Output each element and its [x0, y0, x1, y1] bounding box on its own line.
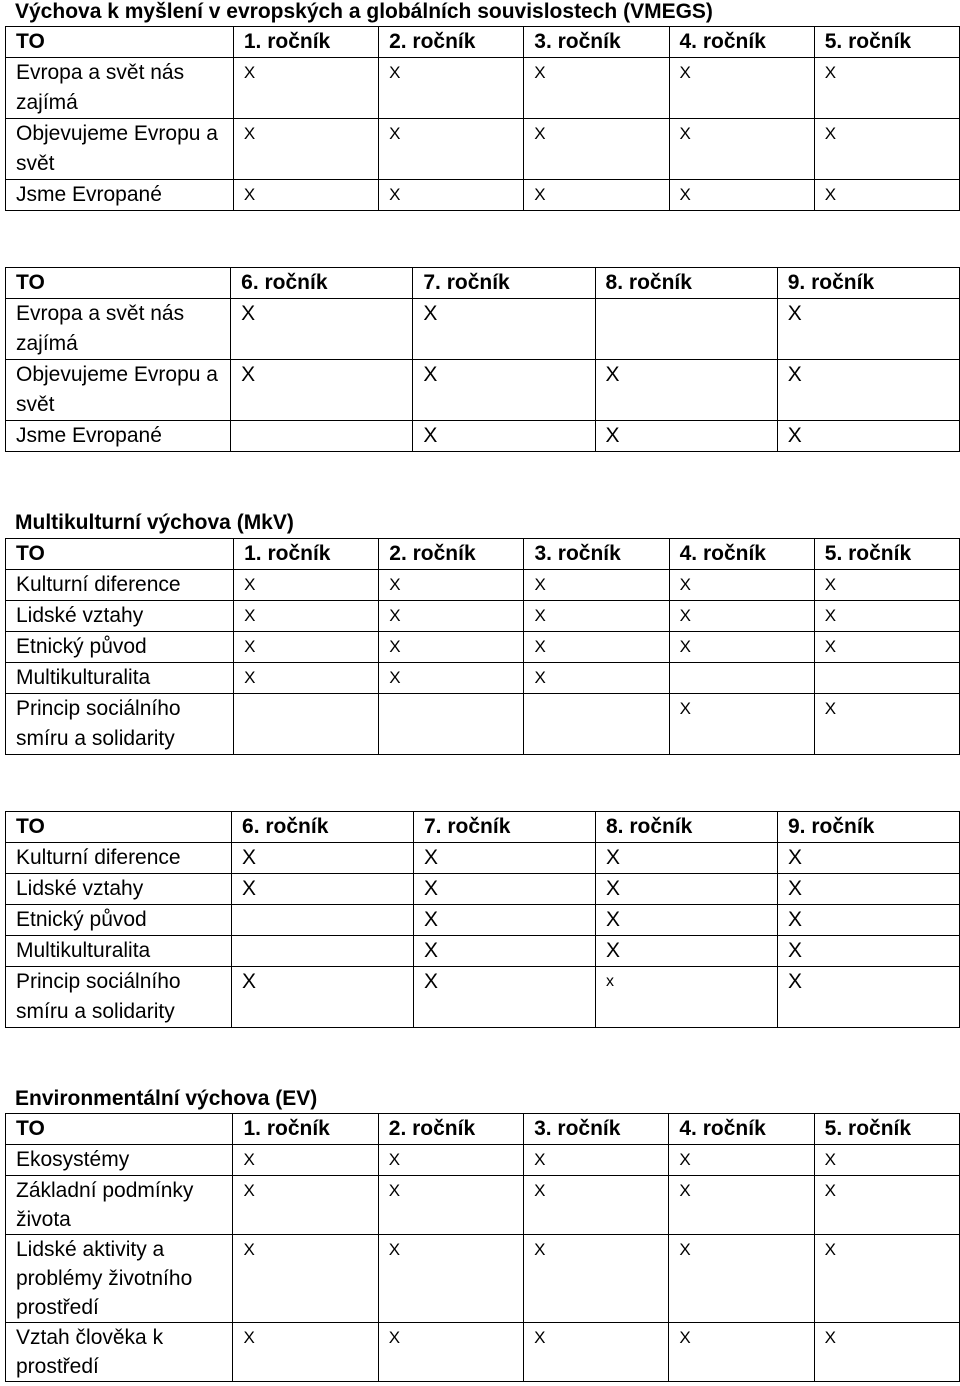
header-cell-to: TO	[6, 268, 231, 299]
table-row	[6, 843, 960, 874]
table-cell: X	[595, 936, 777, 967]
table-cell: X	[777, 843, 959, 874]
table-cell: X	[814, 180, 959, 211]
table-cell: X	[234, 570, 379, 601]
row-label: Etnický původ	[6, 905, 232, 936]
table-cell: X	[413, 421, 595, 452]
header-cell-to: TO	[6, 812, 232, 843]
table-row	[6, 360, 960, 421]
table-cell: X	[379, 119, 524, 180]
table-cell: X	[379, 601, 524, 632]
table-cell: X	[233, 1323, 378, 1382]
header-cell-grade-1: 1. ročník	[233, 1114, 378, 1145]
table-cell: X	[595, 905, 777, 936]
row-label: Lidské aktivity a problémy životního prostředí	[6, 1235, 233, 1323]
table-cell: X	[379, 58, 524, 119]
table-cell: X	[777, 421, 959, 452]
table-cell: X	[378, 1145, 523, 1176]
table-cell: X	[814, 1145, 959, 1176]
table-cell: X	[524, 180, 669, 211]
table-cell: X	[524, 601, 669, 632]
table-cell: X	[231, 299, 413, 360]
header-cell-to: TO	[6, 27, 234, 58]
table-header-row	[6, 1114, 960, 1145]
row-label: Objevujeme Evropu a svět	[6, 360, 231, 421]
row-label: Princip sociálního smíru a solidarity	[6, 967, 232, 1028]
table-cell: X	[378, 1323, 523, 1382]
header-cell-grade-3: 3. ročník	[524, 27, 669, 58]
header-cell-grade-1: 1. ročník	[234, 539, 379, 570]
mkv-table-grades-1-5	[5, 538, 960, 755]
table-cell	[524, 694, 669, 755]
header-cell-grade-4: 4. ročník	[669, 27, 814, 58]
table-cell: X	[669, 570, 814, 601]
header-cell-grade-7: 7. ročník	[413, 268, 595, 299]
table-cell: X	[234, 632, 379, 663]
vmegs-table-grades-6-9	[5, 267, 960, 452]
table-cell: X	[595, 874, 777, 905]
table-cell: X	[379, 663, 524, 694]
table-cell: X	[414, 936, 596, 967]
table-row	[6, 58, 960, 119]
table-cell: X	[595, 843, 777, 874]
table-row	[6, 1176, 960, 1235]
header-cell-grade-9: 9. ročník	[777, 268, 959, 299]
header-cell-grade-5: 5. ročník	[814, 1114, 959, 1145]
row-label: Kulturní diference	[6, 570, 234, 601]
table-cell: X	[232, 874, 414, 905]
table-cell: X	[233, 58, 378, 119]
table-cell: X	[524, 58, 669, 119]
table-cell: X	[669, 1145, 814, 1176]
table-row	[6, 601, 960, 632]
table-cell	[814, 663, 959, 694]
table-cell	[379, 694, 524, 755]
table-row	[6, 1323, 960, 1382]
table-cell: X	[669, 1235, 814, 1323]
table-cell: X	[814, 1235, 959, 1323]
table-cell: X	[233, 1235, 378, 1323]
header-cell-grade-8: 8. ročník	[595, 268, 777, 299]
header-cell-grade-4: 4. ročník	[669, 539, 814, 570]
row-label: Evropa a svět nás zajímá	[6, 299, 231, 360]
table-cell: X	[814, 570, 959, 601]
row-label: Princip sociálního smíru a solidarity	[6, 694, 234, 755]
table-cell: X	[232, 843, 414, 874]
header-cell-grade-4: 4. ročník	[669, 1114, 814, 1145]
table-cell: X	[669, 119, 814, 180]
table-cell: X	[524, 119, 669, 180]
header-cell-grade-5: 5. ročník	[814, 539, 959, 570]
row-label: Multikulturalita	[6, 936, 232, 967]
row-label: Vztah člověka k prostředí	[6, 1323, 233, 1382]
table-cell: X	[814, 1176, 959, 1235]
table-cell: X	[777, 905, 959, 936]
header-cell-grade-2: 2. ročník	[379, 27, 524, 58]
row-label: Základní podmínky života	[6, 1176, 233, 1235]
section-heading-mkv: Multikulturní výchova (MkV)	[15, 511, 294, 534]
table-cell: X	[524, 663, 669, 694]
table-header-row	[6, 539, 960, 570]
table-cell: X	[378, 1235, 523, 1323]
table-cell: X	[233, 1145, 378, 1176]
table-cell	[595, 299, 777, 360]
table-row	[6, 936, 960, 967]
table-cell	[234, 694, 379, 755]
table-cell: X	[669, 694, 814, 755]
header-cell-grade-1: 1. ročník	[233, 27, 378, 58]
row-label: Ekosystémy	[6, 1145, 233, 1176]
header-cell-grade-8: 8. ročník	[595, 812, 777, 843]
header-cell-grade-6: 6. ročník	[232, 812, 414, 843]
row-label: Objevujeme Evropu a svět	[6, 119, 234, 180]
table-cell: X	[379, 180, 524, 211]
table-cell: X	[814, 694, 959, 755]
table-cell: X	[595, 360, 777, 421]
table-cell: X	[414, 843, 596, 874]
table-cell: X	[414, 905, 596, 936]
table-row	[6, 421, 960, 452]
table-cell	[232, 936, 414, 967]
table-row	[6, 299, 960, 360]
table-cell: X	[669, 601, 814, 632]
table-cell: X	[524, 1235, 669, 1323]
table-cell: X	[524, 570, 669, 601]
ev-table-grades-1-5	[5, 1113, 960, 1382]
table-row	[6, 967, 960, 1028]
table-row	[6, 663, 960, 694]
table-cell: X	[233, 1176, 378, 1235]
table-cell: X	[524, 1323, 669, 1382]
table-cell: X	[231, 360, 413, 421]
row-label: Jsme Evropané	[6, 421, 231, 452]
table-header-row	[6, 268, 960, 299]
table-cell: X	[814, 601, 959, 632]
row-label: Jsme Evropané	[6, 180, 234, 211]
header-cell-grade-2: 2. ročník	[379, 539, 524, 570]
table-cell: X	[777, 360, 959, 421]
table-cell: X	[524, 1176, 669, 1235]
table-cell: X	[233, 180, 378, 211]
row-label: Kulturní diference	[6, 843, 232, 874]
row-label: Etnický původ	[6, 632, 234, 663]
table-cell: X	[669, 58, 814, 119]
table-cell: X	[524, 1145, 669, 1176]
table-cell: X	[234, 663, 379, 694]
table-row	[6, 874, 960, 905]
table-cell: X	[595, 421, 777, 452]
table-cell: X	[669, 1176, 814, 1235]
vmegs-table-grades-1-5	[5, 26, 960, 211]
table-row	[6, 1145, 960, 1176]
table-cell: X	[814, 632, 959, 663]
row-label: Lidské vztahy	[6, 601, 234, 632]
header-cell-grade-7: 7. ročník	[414, 812, 596, 843]
section-heading-ev: Environmentální výchova (EV)	[15, 1087, 318, 1110]
table-cell: X	[378, 1176, 523, 1235]
header-cell-grade-2: 2. ročník	[378, 1114, 523, 1145]
table-row	[6, 632, 960, 663]
table-cell: X	[814, 1323, 959, 1382]
table-cell: X	[669, 632, 814, 663]
table-cell: X	[414, 874, 596, 905]
table-cell: X	[233, 119, 378, 180]
table-cell: X	[234, 601, 379, 632]
table-cell: X	[232, 967, 414, 1028]
table-cell	[231, 421, 413, 452]
table-cell: X	[814, 119, 959, 180]
table-row	[6, 1235, 960, 1323]
header-cell-grade-3: 3. ročník	[524, 539, 669, 570]
table-header-row	[6, 812, 960, 843]
table-cell: X	[669, 180, 814, 211]
table-row	[6, 180, 960, 211]
table-cell: X	[777, 874, 959, 905]
table-cell: X	[524, 632, 669, 663]
header-cell-grade-5: 5. ročník	[814, 27, 959, 58]
table-cell: X	[777, 967, 959, 1028]
table-cell: X	[669, 1323, 814, 1382]
header-cell-to: TO	[6, 1114, 233, 1145]
table-row	[6, 119, 960, 180]
row-label: Lidské vztahy	[6, 874, 232, 905]
table-cell: X	[414, 967, 596, 1028]
section-heading-vmegs: Výchova k myšlení v evropských a globálních souvislostech (VMEGS)	[15, 0, 713, 23]
table-cell: X	[379, 570, 524, 601]
table-cell: X	[814, 58, 959, 119]
table-cell	[232, 905, 414, 936]
table-row	[6, 905, 960, 936]
table-header-row	[6, 27, 960, 58]
row-label: Multikulturalita	[6, 663, 234, 694]
table-cell: X	[777, 299, 959, 360]
mkv-table-grades-6-9	[5, 811, 960, 1028]
table-cell: X	[413, 299, 595, 360]
header-cell-to: TO	[6, 539, 234, 570]
table-cell: X	[777, 936, 959, 967]
header-cell-grade-3: 3. ročník	[524, 1114, 669, 1145]
table-row	[6, 570, 960, 601]
table-cell	[669, 663, 814, 694]
header-cell-grade-9: 9. ročník	[777, 812, 959, 843]
header-cell-grade-6: 6. ročník	[231, 268, 413, 299]
table-cell: X	[379, 632, 524, 663]
table-cell: X	[413, 360, 595, 421]
row-label: Evropa a svět nás zajímá	[6, 58, 234, 119]
table-row	[6, 694, 960, 755]
table-cell: x	[595, 967, 777, 1028]
